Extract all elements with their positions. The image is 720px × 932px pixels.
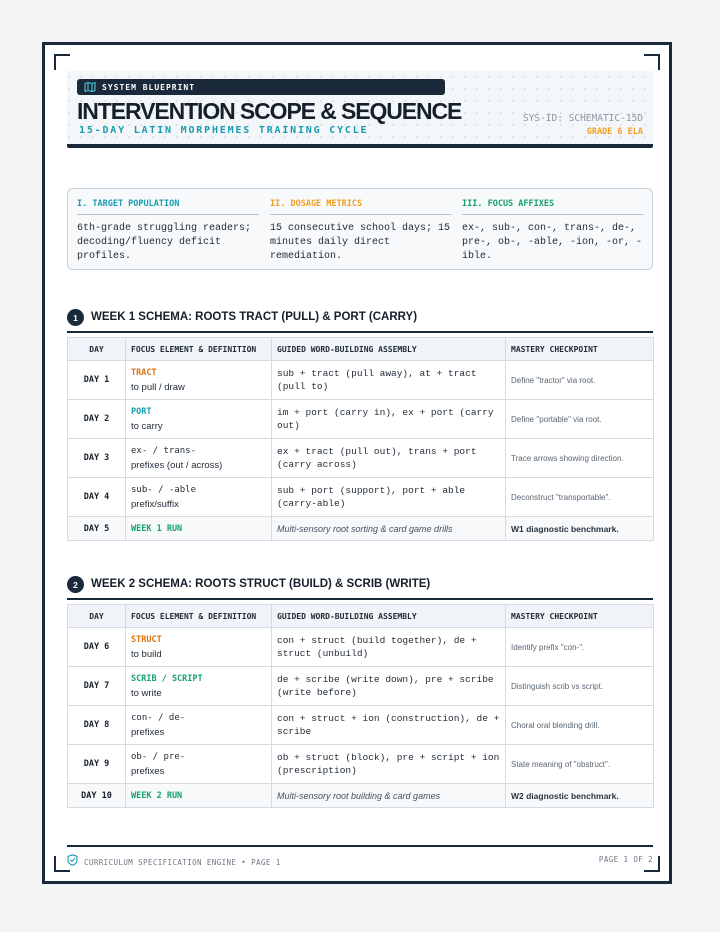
focus-definition: to carry <box>131 420 163 432</box>
assembly-cell: sub + tract (pull away), at + tract (pull to) <box>272 361 506 400</box>
run-label: WEEK 2 RUN <box>131 790 183 801</box>
focus-cell <box>126 667 272 706</box>
dosage-metrics-heading: II. DOSAGE METRICS <box>270 199 452 215</box>
assembly-cell: ex + tract (pull out), trans + port (carry across) <box>272 439 506 478</box>
target-population <box>77 199 259 264</box>
focus-affixes-heading: III. FOCUS AFFIXES <box>462 199 644 215</box>
focus-definition: to write <box>131 687 162 699</box>
page-number: PAGE 1 OF 2 <box>598 855 653 864</box>
focus-definition: to pull / draw <box>131 381 185 393</box>
checkpoint-cell: Distinguish scrib vs script. <box>506 667 654 706</box>
column-header-focus: FOCUS ELEMENT & DEFINITION <box>126 338 272 361</box>
page-footer <box>67 845 653 867</box>
focus-cell <box>126 400 272 439</box>
focus-cell <box>126 784 272 808</box>
column-header-day: DAY <box>68 605 126 628</box>
footer-engine-label: CURRICULUM SPECIFICATION ENGINE • PAGE 1 <box>84 857 281 867</box>
checkpoint-cell: Identify prefix "con-". <box>506 628 654 667</box>
checkpoint-cell: W2 diagnostic benchmark. <box>506 784 654 808</box>
day-cell: DAY 1 <box>68 361 126 400</box>
assembly-cell: sub + port (support), port + able (carry-able) <box>272 478 506 517</box>
dosage-metrics-text: 15 consecutive school days; 15 minutes daily direct remediation. <box>270 223 451 262</box>
column-header-day: DAY <box>68 338 126 361</box>
page-title: INTERVENTION SCOPE & SEQUENCE <box>77 98 462 124</box>
focus-cell <box>126 517 272 541</box>
focus-label: PORT <box>131 406 152 417</box>
focus-label: STRUCT <box>131 634 162 645</box>
map-icon <box>84 81 96 93</box>
focus-label: con- / de- <box>131 712 186 723</box>
target-population-heading: I. TARGET POPULATION <box>77 199 259 215</box>
table-row <box>68 745 654 784</box>
week1-table <box>67 337 654 541</box>
page-subtitle: 15-DAY LATIN MORPHEMES TRAINING CYCLE <box>79 125 369 136</box>
document-header <box>67 71 653 148</box>
checkpoint-cell: Trace arrows showing direction. <box>506 439 654 478</box>
assembly-cell: ob + struct (block), pre + script + ion (prescription) <box>272 745 506 784</box>
focus-cell <box>126 628 272 667</box>
focus-cell <box>126 706 272 745</box>
day-cell: DAY 5 <box>68 517 126 541</box>
focus-cell <box>126 361 272 400</box>
focus-affixes <box>462 199 644 264</box>
column-header-checkpoint: MASTERY CHECKPOINT <box>506 338 654 361</box>
footer-left <box>67 853 281 871</box>
week1-title: WEEK 1 SCHEMA: ROOTS TRACT (PULL) & PORT (CARRY) <box>91 311 418 323</box>
table-row-run <box>68 517 654 541</box>
header-rule <box>67 144 653 148</box>
day-cell: DAY 6 <box>68 628 126 667</box>
focus-label: SCRIB / SCRIPT <box>131 673 203 684</box>
column-header-focus: FOCUS ELEMENT & DEFINITION <box>126 605 272 628</box>
day-cell: DAY 9 <box>68 745 126 784</box>
focus-cell <box>126 745 272 784</box>
focus-definition: to build <box>131 648 162 660</box>
dosage-metrics <box>270 199 452 264</box>
column-header-assembly: GUIDED WORD-BUILDING ASSEMBLY <box>272 605 506 628</box>
focus-label: TRACT <box>131 367 157 378</box>
day-cell: DAY 4 <box>68 478 126 517</box>
grade-label: GRADE 6 ELA <box>586 127 643 137</box>
table-row <box>68 361 654 400</box>
checkpoint-cell: State meaning of "obstruct". <box>506 745 654 784</box>
column-header-checkpoint: MASTERY CHECKPOINT <box>506 605 654 628</box>
table-row <box>68 667 654 706</box>
section-number-badge: 1 <box>67 309 84 326</box>
table-header-row <box>68 338 654 361</box>
week2-heading <box>67 576 653 600</box>
table-header-row <box>68 605 654 628</box>
column-header-assembly: GUIDED WORD-BUILDING ASSEMBLY <box>272 338 506 361</box>
week2-title: WEEK 2 SCHEMA: ROOTS STRUCT (BUILD) & SCRIB (WRITE) <box>91 578 431 590</box>
overview-box <box>67 188 653 270</box>
target-population-text: 6th-grade struggling readers; decoding/fluency deficit profiles. <box>77 223 252 262</box>
table-row <box>68 478 654 517</box>
table-row <box>68 706 654 745</box>
focus-label: ob- / pre- <box>131 751 186 762</box>
assembly-cell: Multi-sensory root sorting & card game drills <box>272 517 506 541</box>
checkpoint-cell: Define "tractor" via root. <box>506 361 654 400</box>
checkpoint-cell: Choral oral blending drill. <box>506 706 654 745</box>
day-cell: DAY 7 <box>68 667 126 706</box>
assembly-cell: de + scribe (write down), pre + scribe (write before) <box>272 667 506 706</box>
shield-check-icon <box>67 853 78 871</box>
section-number-badge: 2 <box>67 576 84 593</box>
day-cell: DAY 3 <box>68 439 126 478</box>
assembly-cell: im + port (carry in), ex + port (carry out) <box>272 400 506 439</box>
assembly-cell: Multi-sensory root building & card games <box>272 784 506 808</box>
week1-heading <box>67 309 653 333</box>
table-row-run <box>68 784 654 808</box>
week2-table <box>67 604 654 808</box>
day-cell: DAY 2 <box>68 400 126 439</box>
focus-label: ex- / trans- <box>131 445 197 456</box>
day-cell: DAY 8 <box>68 706 126 745</box>
corner-mark <box>644 54 660 70</box>
checkpoint-cell: W1 diagnostic benchmark. <box>506 517 654 541</box>
focus-definition: prefixes (out / across) <box>131 459 223 471</box>
focus-affixes-text: ex-, sub-, con-, trans-, de-, pre-, ob-, -able, -ion, -or, -ible. <box>462 223 643 262</box>
system-label: SYSTEM BLUEPRINT <box>102 82 196 92</box>
day-cell: DAY 10 <box>68 784 126 808</box>
focus-definition: prefix/suffix <box>131 498 179 510</box>
table-row <box>68 628 654 667</box>
checkpoint-cell: Define "portable" via root. <box>506 400 654 439</box>
focus-definition: prefixes <box>131 726 165 738</box>
system-id: SYS-ID: SCHEMATIC-15D <box>522 113 643 124</box>
run-label: WEEK 1 RUN <box>131 523 183 534</box>
table-row <box>68 439 654 478</box>
assembly-cell: con + struct + ion (construction), de + scribe <box>272 706 506 745</box>
focus-definition: prefixes <box>131 765 165 777</box>
assembly-cell: con + struct (build together), de + struct (unbuild) <box>272 628 506 667</box>
checkpoint-cell: Deconstruct "transportable". <box>506 478 654 517</box>
table-row <box>68 400 654 439</box>
document-sheet <box>42 42 672 884</box>
focus-cell <box>126 439 272 478</box>
system-label-bar <box>77 79 445 95</box>
focus-label: sub- / -able <box>131 484 197 495</box>
focus-cell <box>126 478 272 517</box>
corner-mark <box>54 54 70 70</box>
